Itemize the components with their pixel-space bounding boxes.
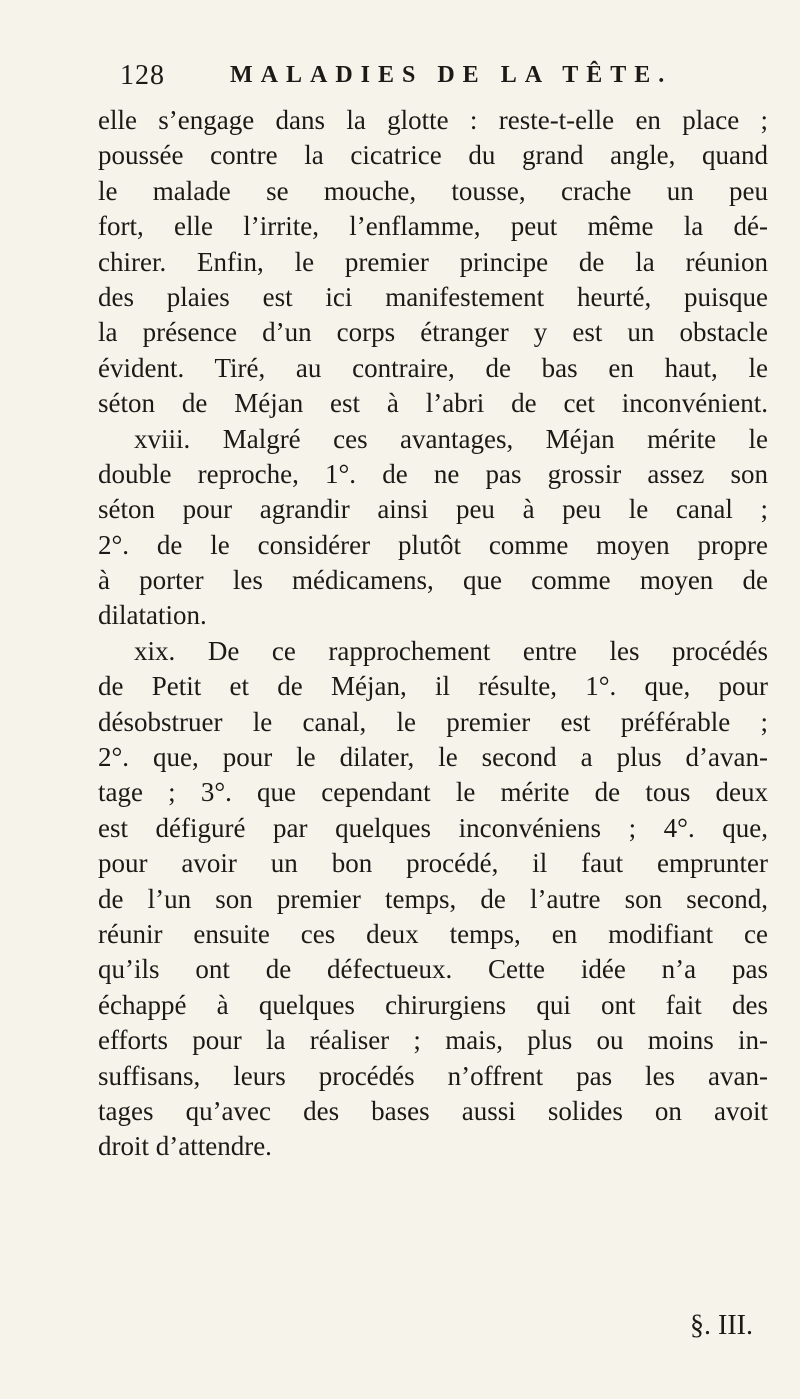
text-line: de l’un son premier temps, de l’autre son second, [98,883,768,914]
text-line: le malade se mouche, tousse, crache un peu [98,175,768,206]
paragraph-start-line: xviii. Malgré ces avantages, Méjan mérite le [134,423,768,454]
text-line: évident. Tiré, au contraire, de bas en haut, le [98,352,768,383]
text-line: des plaies est ici manifestement heurté, puisque [98,281,768,312]
catchword: §. III. [690,1310,753,1341]
page-number: 128 [120,60,165,91]
text-line: réunir ensuite ces deux temps, en modifiant ce [98,918,768,949]
text-line: tages qu’avec des bases aussi solides on avoit [98,1095,768,1126]
text-line: échappé à quelques chirurgiens qui ont fait des [98,989,768,1020]
text-line: 2°. de le considérer plutôt comme moyen propre [98,529,768,560]
text-line: séton pour agrandir ainsi peu à peu le canal ; [98,494,768,525]
paragraph-end-line: dilatation. [98,600,207,631]
text-line: pour avoir un bon procédé, il faut emprunter [98,848,768,879]
text-line: elle s’engage dans la glotte : reste-t-elle en place ; [98,105,768,135]
text-line: à porter les médicamens, que comme moyen de [98,565,768,596]
text-line: est défiguré par quelques inconvéniens ; 4°. que, [98,812,768,843]
text-line: chirer. Enfin, le premier principe de la réunion [98,246,768,277]
running-title: MALADIES DE LA TÊTE. [230,62,673,88]
text-line: poussée contre la cicatrice du grand angle, quand [98,140,768,171]
text-line: efforts pour la réaliser ; mais, plus ou moins in- [98,1025,768,1056]
text-line: séton de Méjan est à l’abri de cet inconvénient. [98,388,768,419]
text-line: double reproche, 1°. de ne pas grossir assez son [98,458,768,489]
page-header [120,60,760,100]
text-line: désobstruer le canal, le premier est préférable ; [98,706,768,737]
text-line: de Petit et de Méjan, il résulte, 1°. que, pour [98,671,768,702]
paragraph-start-line: xix. De ce rapprochement entre les procédés [134,635,768,666]
text-line: fort, elle l’irrite, l’enflamme, peut même la dé- [98,211,768,242]
text-line: tage ; 3°. que cependant le mérite de tous deux [98,777,768,808]
text-line: 2°. que, pour le dilater, le second a plus d’avan- [98,742,768,773]
body-text [98,103,768,1165]
text-line: la présence d’un corps étranger y est un obstacle [98,317,768,348]
paragraph-end-line: droit d’attendre. [98,1131,272,1162]
text-line: suffisans, leurs procédés n’offrent pas les avan- [98,1060,768,1091]
text-line: qu’ils ont de défectueux. Cette idée n’a pas [98,954,768,985]
